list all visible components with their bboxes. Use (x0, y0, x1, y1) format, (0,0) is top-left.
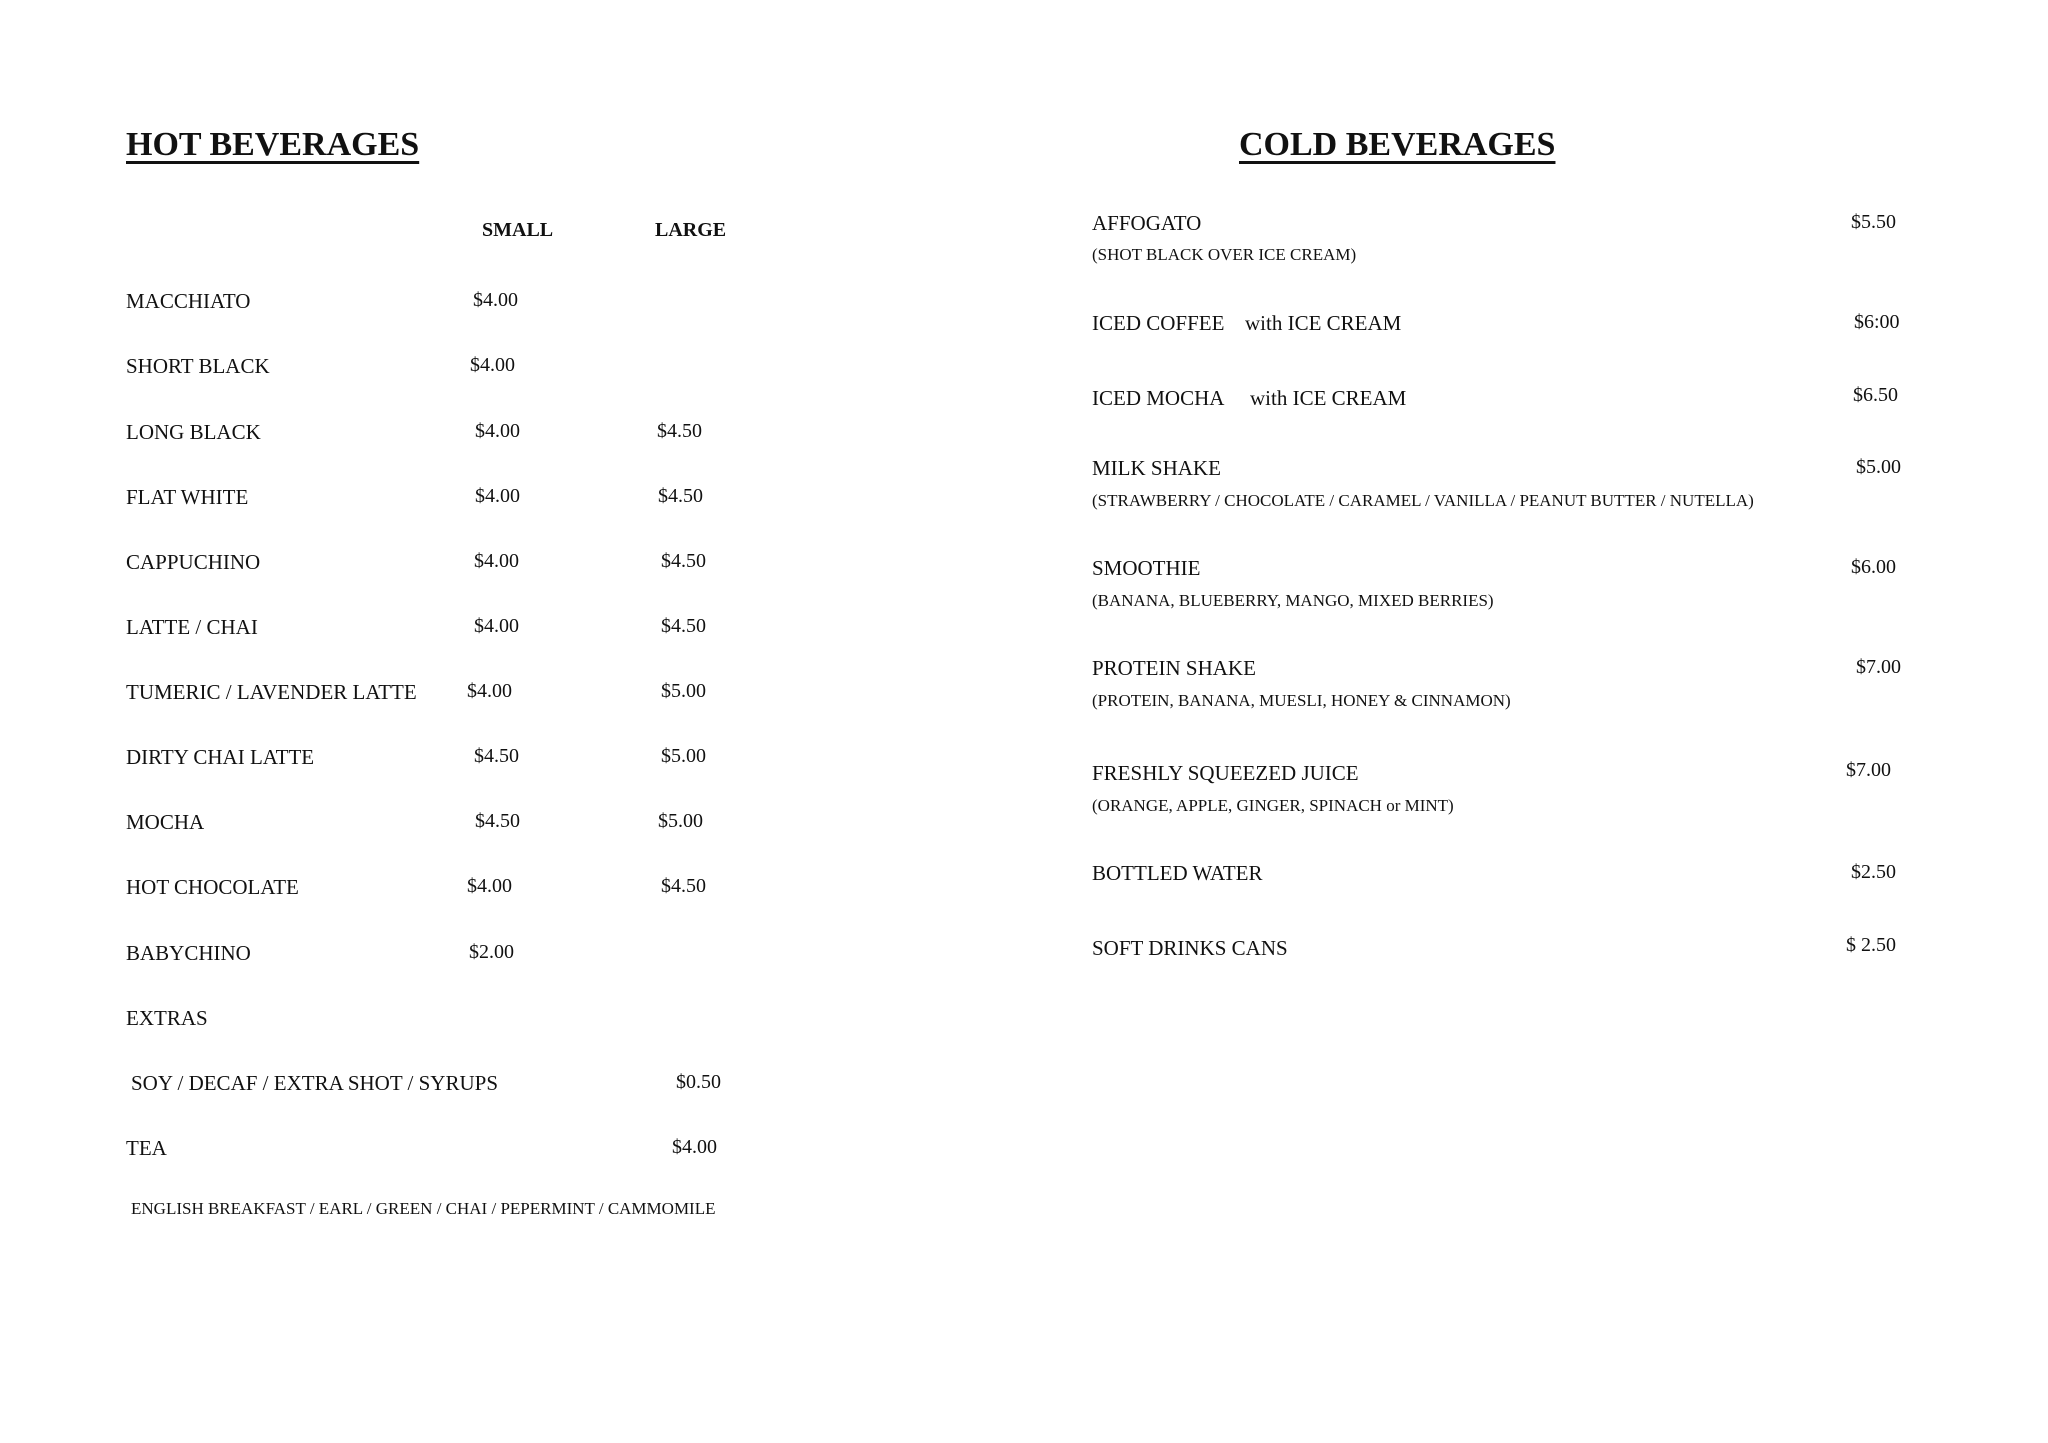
hot-item-small-price: $4.00 (467, 680, 512, 702)
extras-label: EXTRAS (126, 1006, 208, 1030)
cold-beverages-title: COLD BEVERAGES (1239, 126, 1556, 163)
cold-item-description: (STRAWBERRY / CHOCOLATE / CARAMEL / VANILLA / PEANUT BUTTER / NUTELLA) (1092, 491, 1754, 510)
cold-item-description: (BANANA, BLUEBERRY, MANGO, MIXED BERRIES) (1092, 591, 1494, 610)
cold-item-price: $7.00 (1846, 759, 1891, 781)
hot-item-name: LATTE / CHAI (126, 615, 258, 639)
cold-item-price: $6.50 (1853, 384, 1898, 406)
cold-item-extra: with ICE CREAM (1245, 311, 1402, 335)
hot-item-large-price: $4.50 (661, 550, 706, 572)
hot-item-small-price: $2.00 (469, 941, 514, 963)
cold-item-extra: with ICE CREAM (1250, 386, 1407, 410)
tea-label: TEA (126, 1136, 167, 1160)
cold-item-name: MILK SHAKE (1092, 456, 1221, 480)
col-large-header: LARGE (655, 219, 727, 241)
extras-items: SOY / DECAF / EXTRA SHOT / SYRUPS (131, 1071, 498, 1095)
hot-item-name: DIRTY CHAI LATTE (126, 745, 315, 769)
cold-item-description: (SHOT BLACK OVER ICE CREAM) (1092, 245, 1357, 264)
tea-price: $4.00 (672, 1136, 717, 1158)
hot-item-name: FLAT WHITE (126, 485, 249, 509)
hot-item-large-price: $5.00 (661, 680, 706, 702)
hot-item-name: CAPPUCHINO (126, 550, 261, 574)
hot-item-large-price: $5.00 (658, 810, 703, 832)
hot-item-large-price: $4.50 (658, 485, 703, 507)
hot-item-small-price: $4.00 (474, 615, 519, 637)
cold-item-name: FRESHLY SQUEEZED JUICE (1092, 761, 1359, 785)
cold-item-description: (PROTEIN, BANANA, MUESLI, HONEY & CINNAMON) (1092, 691, 1511, 710)
hot-item-name: SHORT BLACK (126, 354, 270, 378)
cold-item-name: ICED MOCHA (1092, 386, 1225, 410)
hot-item-small-price: $4.00 (473, 289, 518, 311)
cold-item-price: $6.00 (1851, 556, 1896, 578)
hot-item-name: TUMERIC / LAVENDER LATTE (126, 680, 417, 704)
cold-item-price: $5.50 (1851, 211, 1896, 233)
tea-options: ENGLISH BREAKFAST / EARL / GREEN / CHAI / PEPERMINT / CAMMOMILE (131, 1199, 716, 1218)
hot-beverages-title: HOT BEVERAGES (126, 126, 420, 163)
hot-item-small-price: $4.00 (475, 485, 520, 507)
cold-item-price: $7.00 (1856, 656, 1901, 678)
cold-item-name: PROTEIN SHAKE (1092, 656, 1256, 680)
col-small-header: SMALL (482, 219, 554, 241)
hot-item-small-price: $4.50 (474, 745, 519, 767)
cold-item-price: $ 2.50 (1846, 934, 1896, 956)
hot-item-name: MOCHA (126, 810, 205, 834)
cold-item-name: BOTTLED WATER (1092, 861, 1263, 885)
hot-item-large-price: $4.50 (661, 875, 706, 897)
hot-item-large-price: $4.50 (661, 615, 706, 637)
hot-item-large-price: $4.50 (657, 420, 702, 442)
hot-item-name: BABYCHINO (126, 941, 251, 965)
hot-item-large-price: $5.00 (661, 745, 706, 767)
hot-item-small-price: $4.00 (474, 550, 519, 572)
cold-item-name: SOFT DRINKS CANS (1092, 936, 1288, 960)
cold-item-name: SMOOTHIE (1092, 556, 1201, 580)
hot-item-small-price: $4.50 (475, 810, 520, 832)
hot-item-small-price: $4.00 (470, 354, 515, 376)
cold-item-price: $2.50 (1851, 861, 1896, 883)
cold-item-name: ICED COFFEE (1092, 311, 1225, 335)
cold-item-description: (ORANGE, APPLE, GINGER, SPINACH or MINT) (1092, 796, 1454, 815)
cold-item-name: AFFOGATO (1092, 211, 1202, 235)
hot-item-small-price: $4.00 (467, 875, 512, 897)
extras-price: $0.50 (676, 1071, 721, 1093)
cold-item-price: $5.00 (1856, 456, 1901, 478)
hot-item-name: LONG BLACK (126, 420, 261, 444)
cold-item-price: $6:00 (1854, 311, 1900, 333)
hot-item-name: HOT CHOCOLATE (126, 875, 299, 899)
hot-item-name: MACCHIATO (126, 289, 251, 313)
hot-item-small-price: $4.00 (475, 420, 520, 442)
